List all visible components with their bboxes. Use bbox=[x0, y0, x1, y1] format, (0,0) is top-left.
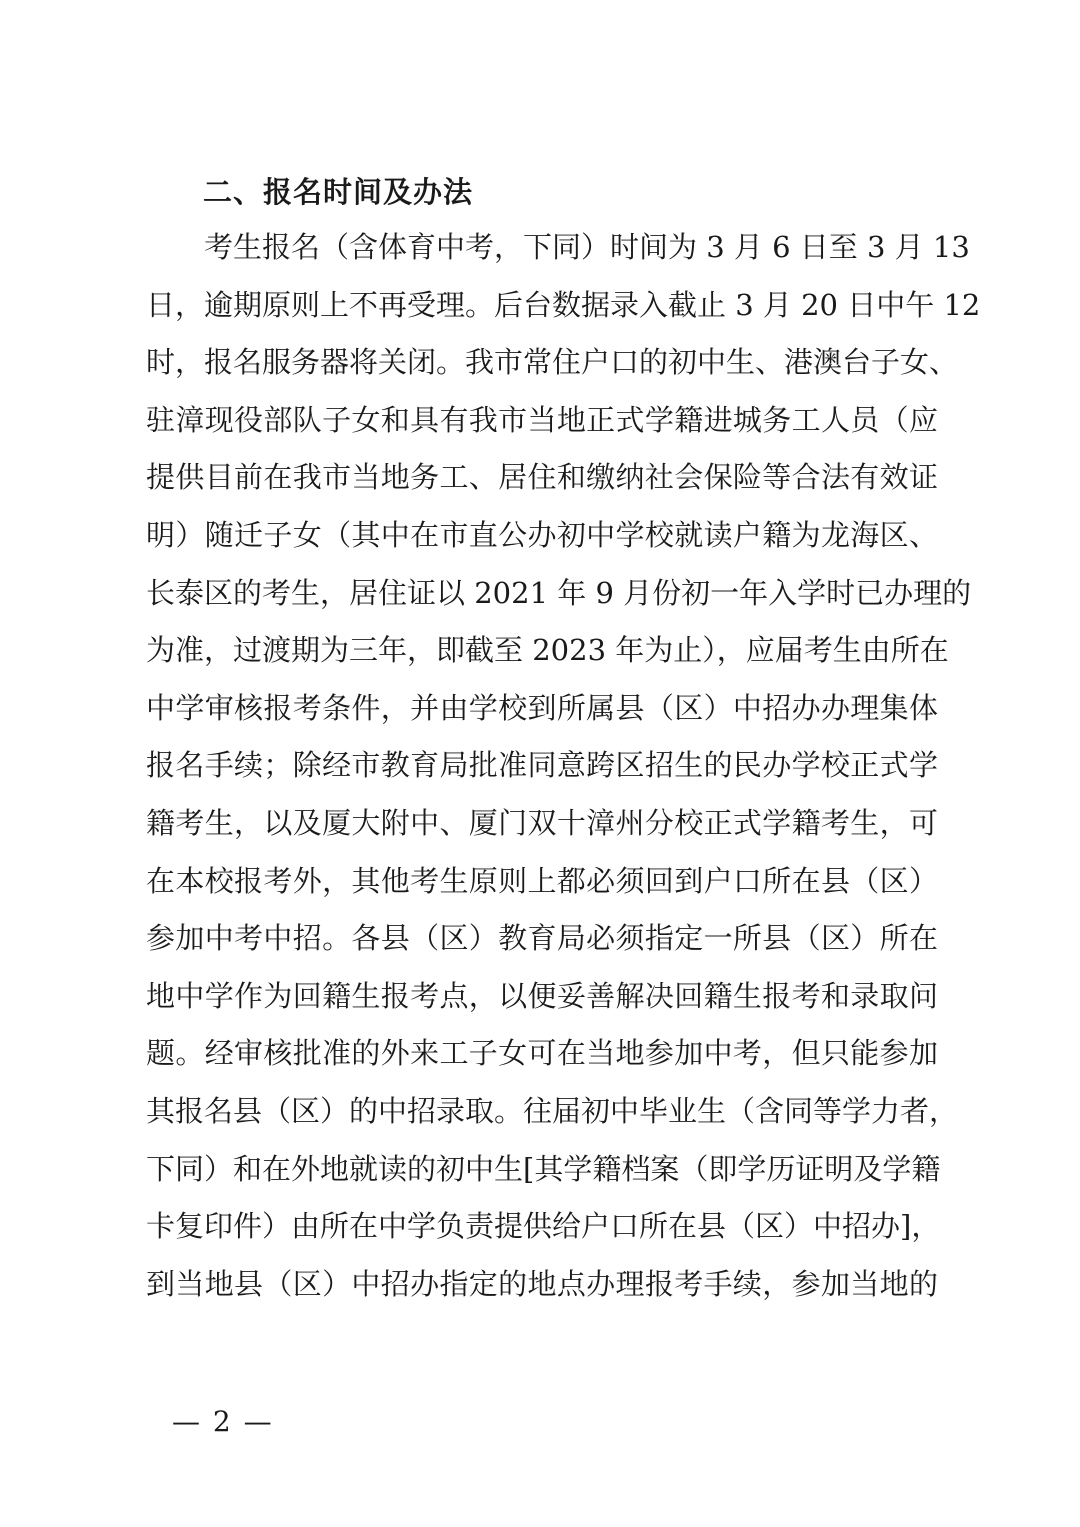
paragraph-line: 到当地县（区）中招办指定的地点办理报考手续，参加当地的 bbox=[146, 1266, 938, 1301]
paragraph-line: 在本校报考外，其他考生原则上都必须回到户口所在县（区） bbox=[146, 863, 938, 898]
paragraph-line: 日，逾期原则上不再受理。后台数据录入截止 3 月 20 日中午 12 bbox=[146, 287, 981, 322]
paragraph-line: 提供目前在我市当地务工、居住和缴纳社会保险等合法有效证 bbox=[146, 460, 938, 495]
paragraph-line: 下同）和在外地就读的初中生[其学籍档案（即学历证明及学籍 bbox=[146, 1151, 941, 1186]
paragraph-line: 题。经审核批准的外来工子女可在当地参加中考，但只能参加 bbox=[146, 1036, 938, 1071]
paragraph-line: 参加中考中招。各县（区）教育局必须指定一所县（区）所在 bbox=[146, 921, 938, 956]
paragraph-line: 地中学作为回籍生报考点，以便妥善解决回籍生报考和录取问 bbox=[146, 978, 938, 1013]
paragraph-line: 其报名县（区）的中招录取。往届初中毕业生（含同等学力者， bbox=[146, 1093, 959, 1128]
paragraph-line: 卡复印件）由所在中学负责提供给户口所在县（区）中招办]， bbox=[146, 1209, 941, 1244]
page-number: — 2 — bbox=[172, 1405, 274, 1438]
body-paragraph bbox=[146, 219, 981, 1313]
paragraph-line: 中学审核报考条件，并由学校到所属县（区）中招办办理集体 bbox=[146, 690, 938, 725]
paragraph-line: 时，报名服务器将关闭。我市常住户口的初中生、港澳台子女、 bbox=[146, 345, 959, 380]
paragraph-line: 为准，过渡期为三年，即截至 2023 年为止），应届考生由所在 bbox=[146, 633, 949, 668]
paragraph-line: 报名手续；除经市教育局批准同意跨区招生的民办学校正式学 bbox=[146, 748, 938, 783]
paragraph-line: 明）随迁子女（其中在市直公办初中学校就读户籍为龙海区、 bbox=[146, 517, 938, 552]
paragraph-line: 驻漳现役部队子女和具有我市当地正式学籍进城务工人员（应 bbox=[146, 402, 938, 437]
paragraph-line: 籍考生，以及厦大附中、厦门双十漳州分校正式学籍考生，可 bbox=[146, 805, 938, 840]
paragraph-line: 考生报名（含体育中考，下同）时间为 3 月 6 日至 3 月 13 bbox=[204, 230, 970, 264]
paragraph-line: 长泰区的考生，居住证以 2021 年 9 月份初一年入学时已办理的 bbox=[146, 575, 972, 610]
section-heading: 二、报名时间及办法 bbox=[203, 175, 474, 209]
